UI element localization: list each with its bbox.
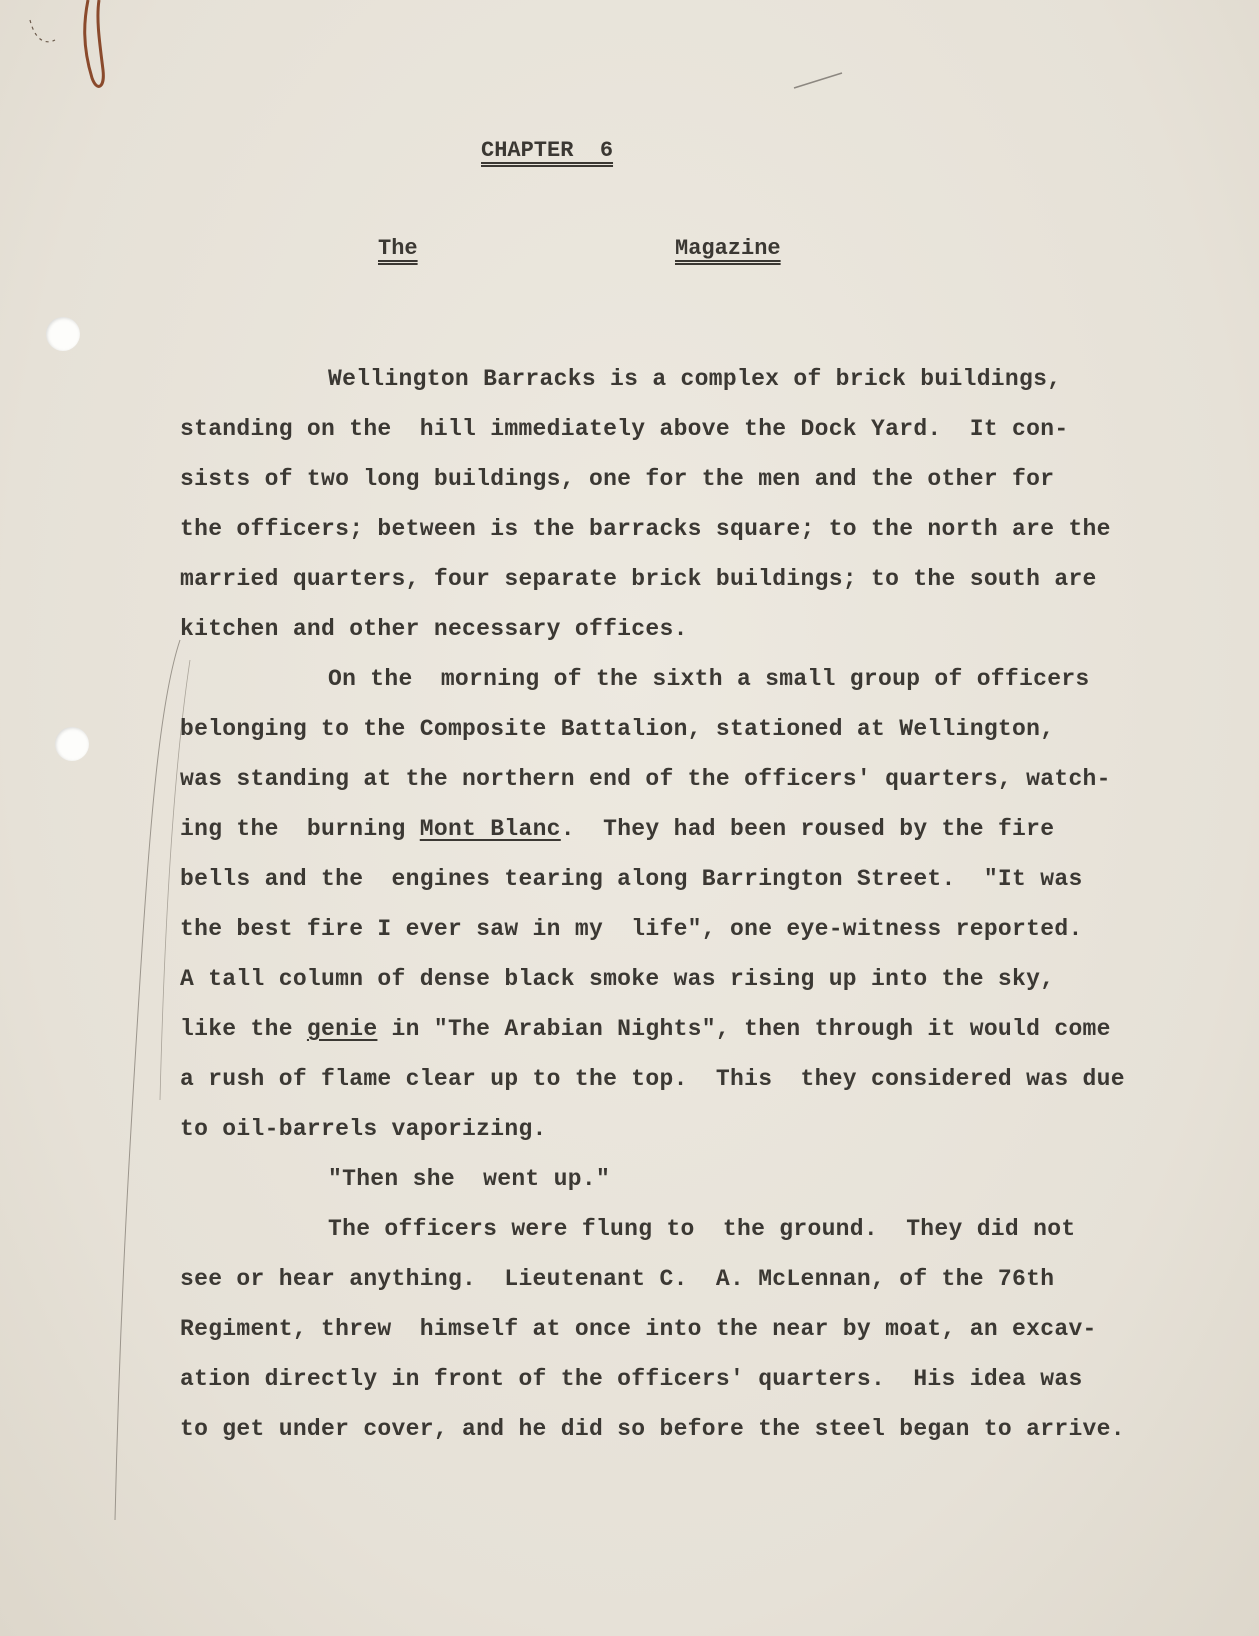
ship-name-underlined: Mont Blanc [419,816,561,842]
text-run: like the [180,1016,307,1042]
body-line: to get under cover, and he did so before the steel began to arrive. [180,1416,1125,1442]
genie-underlined: genie [306,1016,378,1042]
body-line [180,814,1054,844]
text-run: . They had been roused by the fire [560,816,1055,842]
body-line: On the morning of the sixth a small group of officers [328,666,1090,692]
body-line [180,1014,1111,1044]
body-line: belonging to the Composite Battalion, stationed at Wellington, [180,716,1055,742]
title-word-the: The [378,236,418,261]
punch-hole-middle [55,727,89,761]
text-run: in "The Arabian Nights", then through it would come [377,1016,1111,1042]
body-line: The officers were flung to the ground. They did not [328,1216,1076,1242]
body-line: standing on the hill immediately above the Dock Yard. It con- [180,416,1069,442]
body-line: "Then she went up." [328,1166,611,1192]
body-line: a rush of flame clear up to the top. This they considered was due [180,1066,1125,1092]
body-line: ation directly in front of the officers' quarters. His idea was [180,1366,1083,1392]
punch-hole-top [46,317,80,351]
body-line: bells and the engines tearing along Barrington Street. "It was [180,866,1083,892]
body-line: was standing at the northern end of the officers' quarters, watch- [180,766,1111,792]
body-line: Regiment, threw himself at once into the near by moat, an excav- [180,1316,1097,1342]
body-line: A tall column of dense black smoke was rising up into the sky, [180,966,1055,992]
chapter-heading: CHAPTER 6 [481,138,614,163]
body-line: to oil-barrels vaporizing. [180,1116,547,1142]
body-line: married quarters, four separate brick buildings; to the south are [180,566,1097,592]
body-line: the best fire I ever saw in my life", one eye-witness reported. [180,916,1083,942]
body-line: see or hear anything. Lieutenant C. A. McLennan, of the 76th [180,1266,1055,1292]
body-line: the officers; between is the barracks square; to the north are the [180,516,1111,542]
body-line: kitchen and other necessary offices. [180,616,688,642]
body-line: sists of two long buildings, one for the men and the other for [180,466,1055,492]
body-line: Wellington Barracks is a complex of brick buildings, [328,366,1062,392]
text-run: ing the burning [180,816,420,842]
title-word-magazine: Magazine [675,236,781,261]
